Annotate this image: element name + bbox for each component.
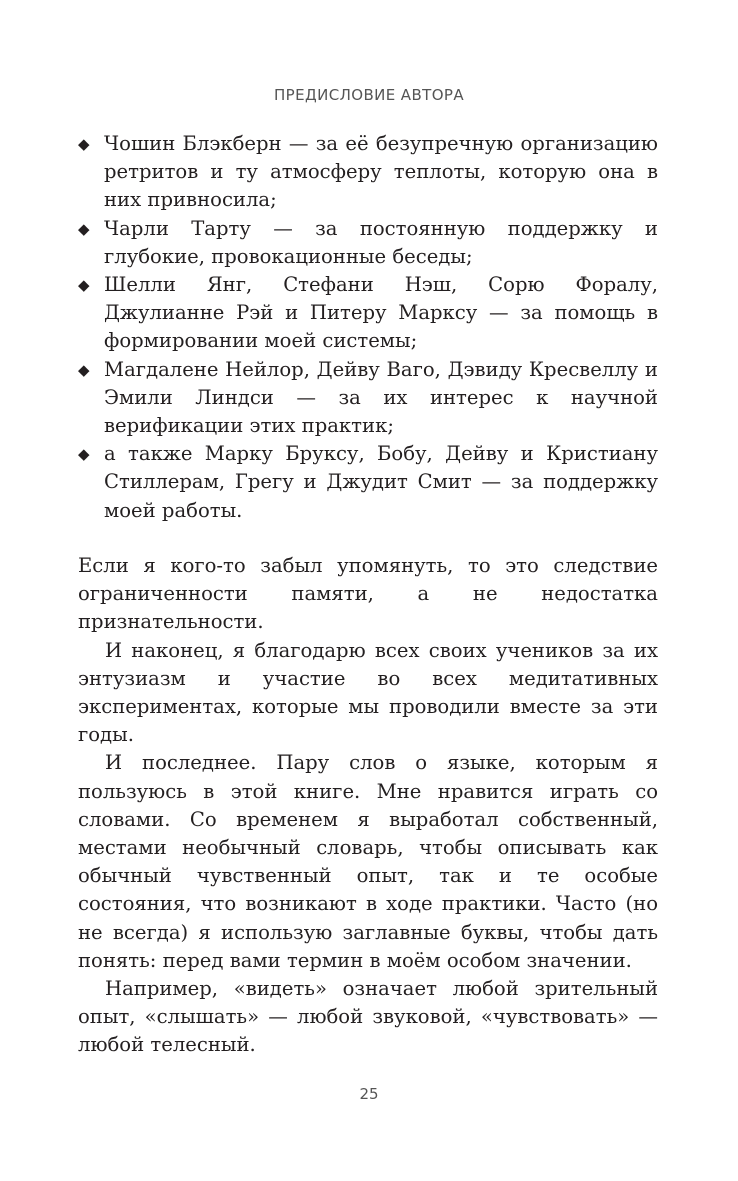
running-head: ПРЕДИСЛОВИЕ АВТОРА — [273, 86, 465, 104]
diamond-bullet-icon: ◆ — [78, 219, 90, 238]
paragraph: Если я кого-то забыл упомянуть, то это следствие ограниченности памяти, а не недостатка признательности. — [78, 554, 658, 634]
diamond-bullet-icon: ◆ — [78, 360, 90, 379]
list-item — [78, 215, 658, 271]
acknowledgement-list — [78, 130, 658, 525]
list-item-text: Чарли Тарту — за постоянную поддержку и глубокие, провокационные беседы; — [104, 216, 658, 268]
diamond-bullet-icon: ◆ — [78, 276, 90, 295]
diamond-bullet-icon: ◆ — [78, 445, 90, 464]
diamond-bullet-icon: ◆ — [78, 135, 90, 153]
list-item-text: а также Марку Бруксу, Бобу, Дейву и Кристиану Стиллерам, Грегу и Джудит Смит — за поддержку моей работы. — [104, 442, 658, 522]
list-item — [78, 440, 658, 525]
page-number: 25 — [359, 1085, 379, 1103]
body-text — [78, 552, 658, 1060]
list-item-text: Магдалене Нейлор, Дейву Ваго, Дэвиду Кресвеллу и Эмили Линдси — за их интерес к научной верификации этих практик; — [104, 357, 658, 438]
list-item — [78, 356, 658, 441]
paragraph: И последнее. Пару слов о языке, которым я пользуюсь в этой книге. Мне нравится играть со словами. Со временем я выработал собственный, местами необычный словарь, чтобы описывать как обычный чувственный опыт, так и те особые состояния, что возникают в ходе практики. Часто (но не всегда) я использую заглавные буквы, чтобы дать понять: перед вами термин в моём особом значении. — [78, 751, 658, 972]
list-item — [78, 130, 658, 215]
list-item — [78, 271, 658, 356]
list-item-text: Шелли Янг, Стефани Нэш, Сорю Форалу, Джулианне Рэй и Питеру Марксу — за помощь в формировании моей системы; — [104, 273, 658, 353]
list-item-text: Чошин Блэкберн — за её безупречную организацию ретритов и ту атмосферу теплоты, которую она в них привносила; — [104, 132, 658, 212]
paragraph: Например, «видеть» означает любой зрительный опыт, «слышать» — любой звуковой, «чувствовать» — любой телесный. — [78, 977, 658, 1057]
paragraph: И наконец, я благодарю всех своих учеников за их энтузиазм и участие во всех медитативных экспериментах, которые мы проводили вместе за эти годы. — [78, 638, 658, 747]
